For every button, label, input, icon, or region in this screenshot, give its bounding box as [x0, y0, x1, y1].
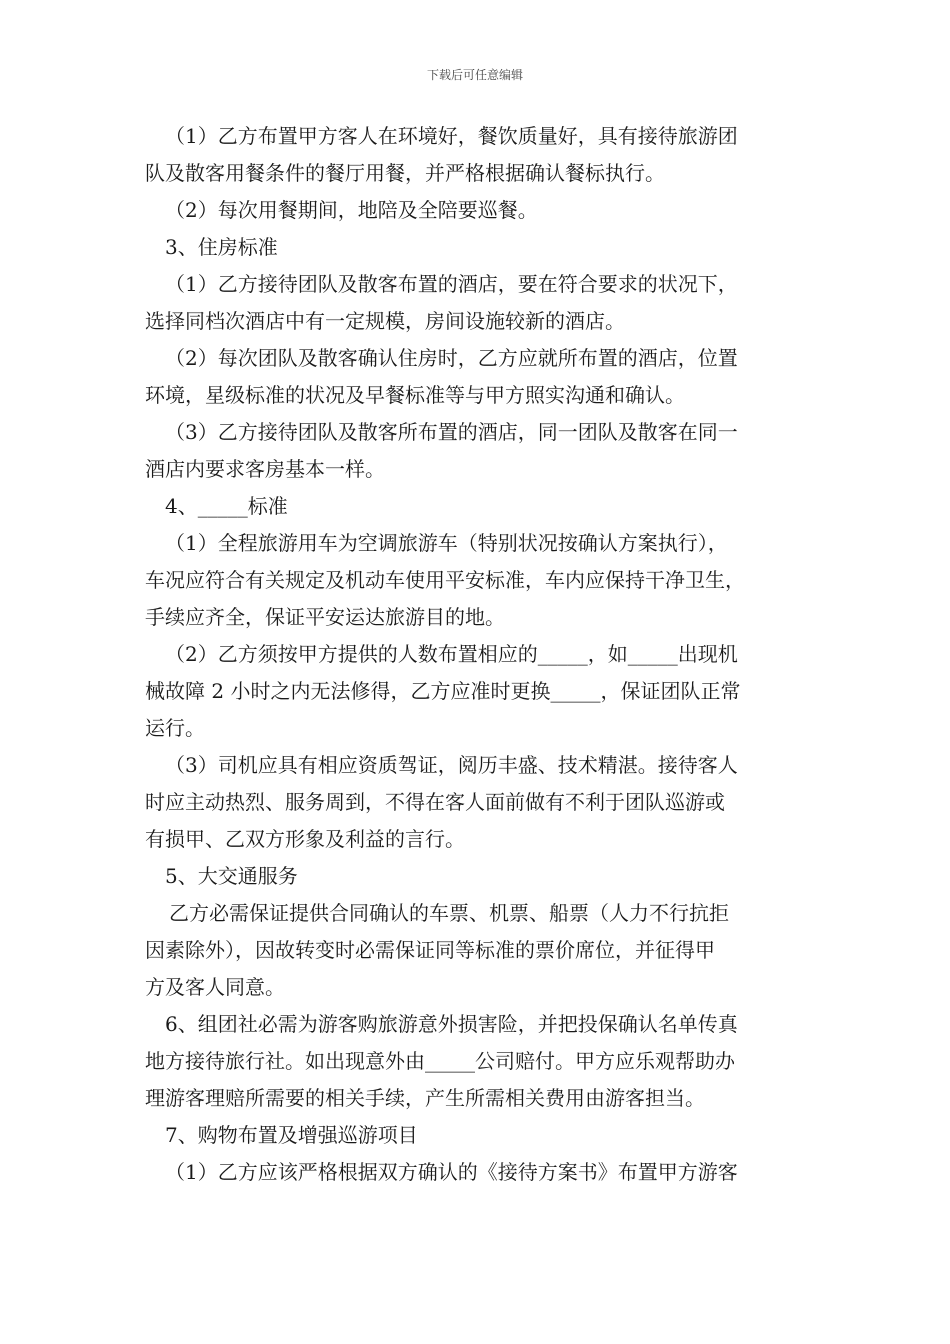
paragraph-line: （3）司机应具有相应资质驾证，阅历丰盛、技术精湛。接待客人 [165, 753, 738, 777]
paragraph-line: 因素除外），因故转变时必需保证同等标准的票价席位，并征得甲 [145, 938, 715, 962]
section-heading: 6、组团社必需为游客购旅游意外损害险，并把投保确认名单传真 [165, 1012, 738, 1036]
paragraph-line: 手续应齐全，保证平安运达旅游目的地。 [145, 605, 505, 629]
paragraph-line: 理游客理赔所需要的相关手续，产生所需相关费用由游客担当。 [145, 1086, 705, 1110]
paragraph-line: （2）每次团队及散客确认住房时，乙方应就所布置的酒店，位置 [165, 346, 738, 370]
paragraph-line: （2）每次用餐期间，地陪及全陪要巡餐。 [165, 198, 538, 222]
section-heading: 4、_____标准 [165, 494, 288, 518]
paragraph-line: 方及客人同意。 [145, 975, 285, 999]
paragraph-line: 有损甲、乙双方形象及利益的言行。 [145, 827, 465, 851]
paragraph-line: 运行。 [145, 716, 205, 740]
section-heading: 3、住房标准 [165, 235, 278, 259]
paragraph-line: 械故障 2 小时之内无法修得，乙方应准时更换_____，保证团队正常 [145, 679, 741, 703]
paragraph-line: 选择同档次酒店中有一定规模，房间设施较新的酒店。 [145, 309, 625, 333]
document-body [145, 118, 825, 1191]
paragraph-line: （1）乙方布置甲方客人在环境好，餐饮质量好，具有接待旅游团 [165, 124, 738, 148]
section-heading: 5、大交通服务 [165, 864, 298, 888]
paragraph-line: （1）全程旅游用车为空调旅游车（特别状况按确认方案执行）， [165, 531, 728, 555]
paragraph-line: （2）乙方须按甲方提供的人数布置相应的_____，如_____出现机 [165, 642, 738, 666]
page-header: 下载后可任意编辑 [426, 68, 523, 82]
paragraph-line: （1）乙方应该严格根据双方确认的《接待方案书》布置甲方游客 [165, 1160, 738, 1184]
paragraph-line: 时应主动热烈、服务周到，不得在客人面前做有不利于团队巡游或 [145, 790, 725, 814]
section-heading: 7、购物布置及增强巡游项目 [165, 1123, 418, 1147]
paragraph-line: （1）乙方接待团队及散客布置的酒店，要在符合要求的状况下， [165, 272, 738, 296]
paragraph-line: 地方接待旅行社。如出现意外由_____公司赔付。甲方应乐观帮助办 [145, 1049, 735, 1073]
paragraph-line: 酒店内要求客房基本一样。 [145, 457, 385, 481]
paragraph-line: 乙方必需保证提供合同确认的车票、机票、船票（人力不行抗拒 [169, 901, 729, 925]
paragraph-line: 队及散客用餐条件的餐厅用餐，并严格根据确认餐标执行。 [145, 161, 665, 185]
paragraph-line: （3）乙方接待团队及散客所布置的酒店，同一团队及散客在同一 [165, 420, 738, 444]
paragraph-line: 车况应符合有关规定及机动车使用平安标准，车内应保持干净卫生， [145, 568, 745, 592]
paragraph-line: 环境，星级标准的状况及早餐标准等与甲方照实沟通和确认。 [145, 383, 685, 407]
